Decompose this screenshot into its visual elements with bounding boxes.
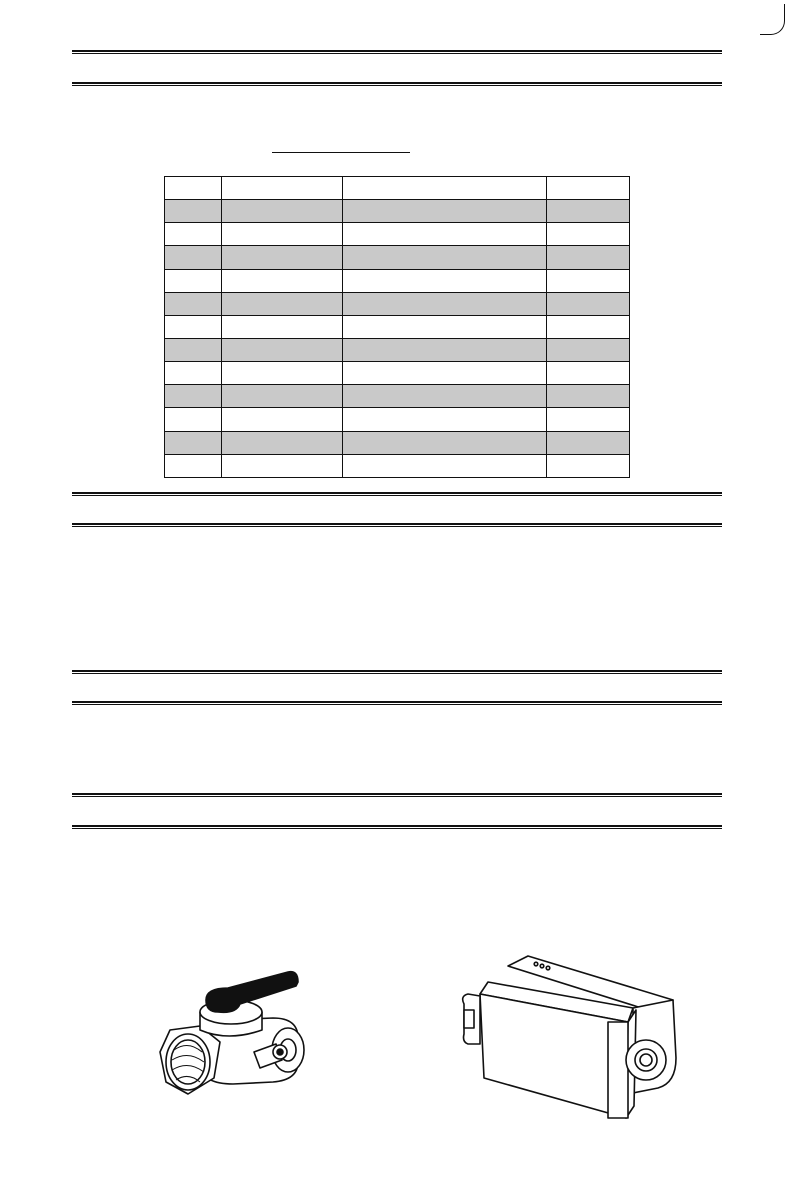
table-row: [165, 246, 630, 269]
table-cell: [165, 431, 222, 454]
table-cell: [221, 362, 342, 385]
burner-housing-figure: [458, 948, 683, 1123]
table-cell: [547, 223, 630, 246]
table-cell: [165, 338, 222, 361]
table-cell: [547, 385, 630, 408]
section-rule-top: [72, 793, 722, 797]
column-header: [221, 177, 342, 200]
section-rule-bottom: [72, 523, 722, 527]
table-cell: [221, 223, 342, 246]
table-row: [165, 385, 630, 408]
table-row: [165, 408, 630, 431]
column-header: [342, 177, 547, 200]
table-cell: [221, 315, 342, 338]
table-cell: [165, 385, 222, 408]
table-cell: [547, 269, 630, 292]
parts-table-heading: [272, 134, 410, 150]
table-cell: [547, 200, 630, 223]
table-row: [165, 454, 630, 477]
table-cell: [547, 454, 630, 477]
page-number-tab: [760, 4, 785, 35]
parts-table: [164, 176, 630, 478]
table-cell: [221, 200, 342, 223]
table-row: [165, 200, 630, 223]
section-rule-bottom: [72, 701, 722, 705]
table-row: [165, 362, 630, 385]
table-cell: [165, 246, 222, 269]
table-cell: [221, 269, 342, 292]
table-cell: [342, 385, 547, 408]
section-4-title: [72, 799, 722, 827]
table-cell: [165, 223, 222, 246]
burner-housing-icon: [458, 948, 683, 1123]
table-row: [165, 431, 630, 454]
section-rule-top: [72, 670, 722, 674]
table-cell: [547, 408, 630, 431]
table-cell: [342, 292, 547, 315]
table-row: [165, 315, 630, 338]
column-header: [547, 177, 630, 200]
table-row: [165, 223, 630, 246]
table-cell: [221, 431, 342, 454]
table-row: [165, 269, 630, 292]
table-cell: [342, 454, 547, 477]
section-1-title: [72, 56, 722, 84]
table-cell: [165, 362, 222, 385]
section-rule-bottom: [72, 825, 722, 829]
table-cell: [165, 454, 222, 477]
table-cell: [342, 269, 547, 292]
table-cell: [547, 338, 630, 361]
table-cell: [547, 431, 630, 454]
section-2-body: [72, 540, 722, 660]
table-row: [165, 338, 630, 361]
section-4-body: [72, 842, 722, 942]
table-cell: [165, 269, 222, 292]
table-cell: [221, 408, 342, 431]
table-cell: [342, 408, 547, 431]
table-cell: [342, 338, 547, 361]
table-cell: [165, 200, 222, 223]
shutoff-valve-figure: [158, 960, 318, 1110]
section-3-body: [72, 718, 722, 788]
table-cell: [221, 292, 342, 315]
table-cell: [342, 431, 547, 454]
table-cell: [547, 246, 630, 269]
table-cell: [165, 315, 222, 338]
table-row: [165, 292, 630, 315]
table-cell: [165, 408, 222, 431]
table-cell: [221, 454, 342, 477]
section-rule-bottom: [72, 82, 722, 86]
table-cell: [547, 362, 630, 385]
parts-table-heading-underline: [272, 152, 410, 153]
section-rule-top: [72, 50, 722, 54]
table-cell: [342, 200, 547, 223]
table-cell: [342, 246, 547, 269]
section-3-title: [72, 676, 722, 704]
table-cell: [342, 362, 547, 385]
table-cell: [165, 292, 222, 315]
section-rule-top: [72, 492, 722, 496]
table-cell: [221, 338, 342, 361]
table-header-row: [165, 177, 630, 200]
table-cell: [342, 315, 547, 338]
shutoff-valve-icon: [158, 960, 318, 1110]
table-cell: [221, 246, 342, 269]
column-header: [165, 177, 222, 200]
table-cell: [547, 315, 630, 338]
table-cell: [342, 223, 547, 246]
table-cell: [221, 385, 342, 408]
table-cell: [547, 292, 630, 315]
section-2-title: [72, 498, 722, 526]
